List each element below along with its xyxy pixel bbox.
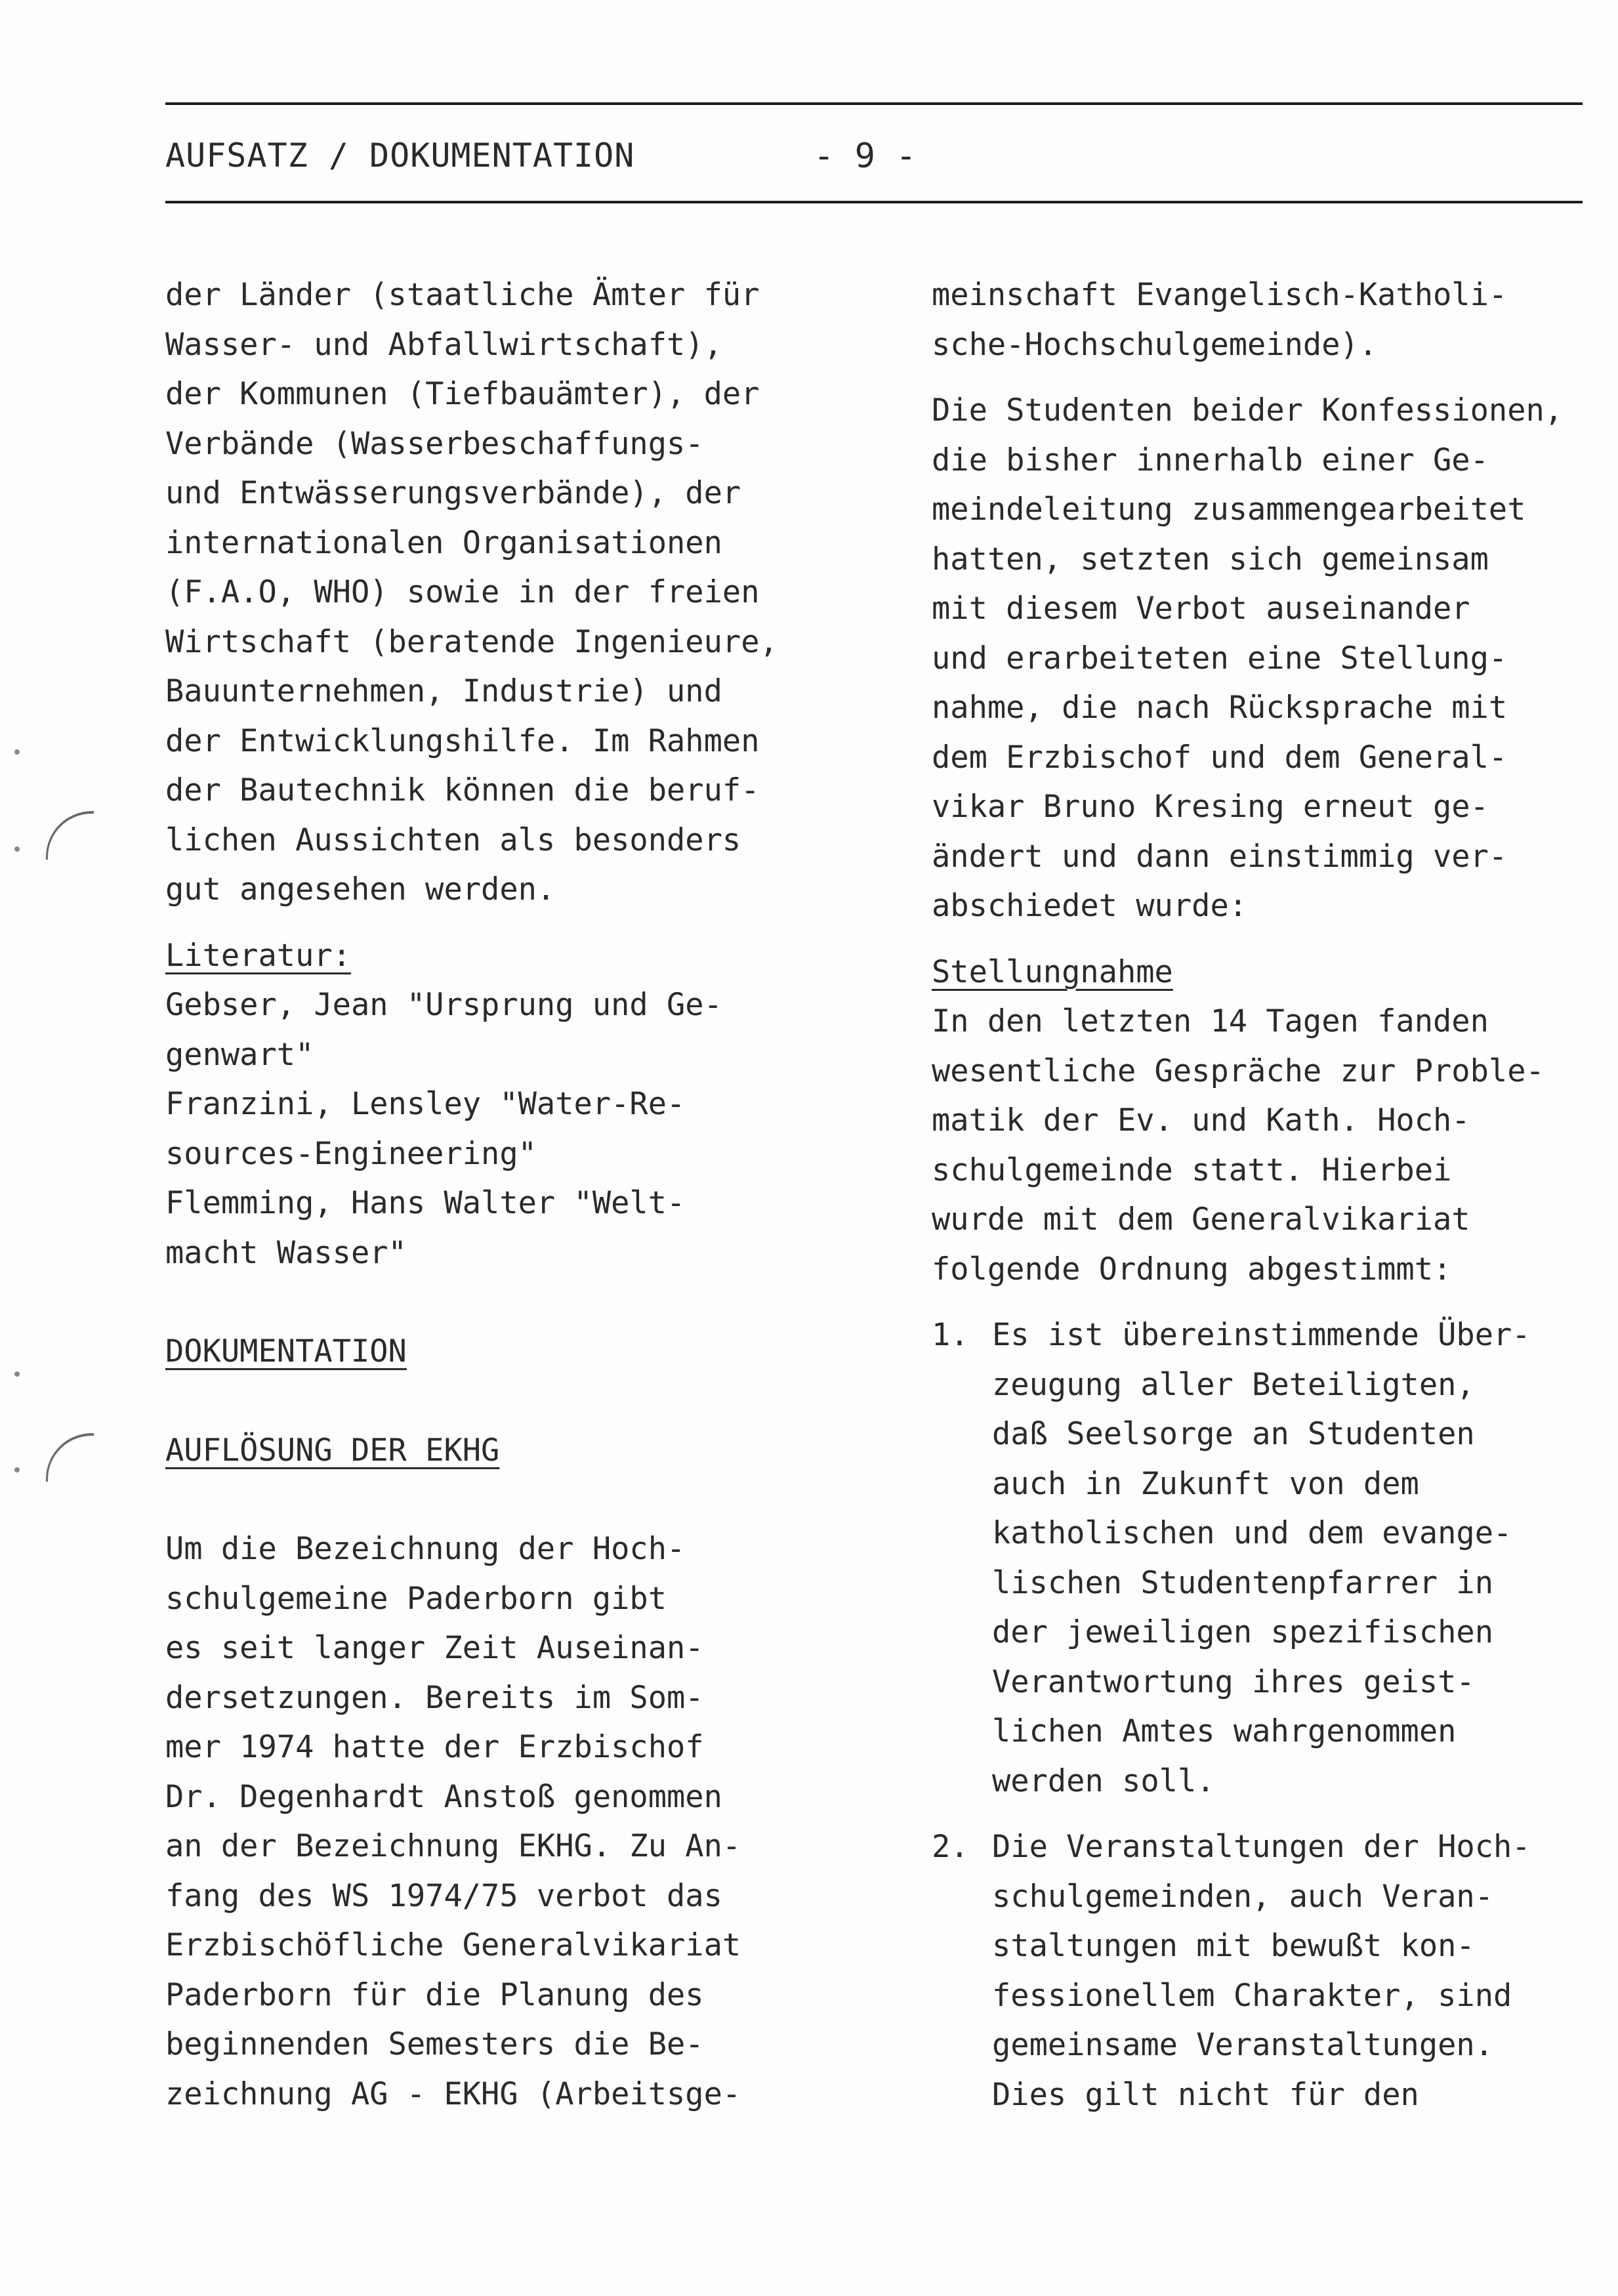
text-line: der Entwicklungshilfe. Im Rahmen	[165, 722, 760, 759]
text-line: werden soll.	[992, 1763, 1215, 1799]
ekhg-paragraph	[165, 1524, 861, 2119]
header-top-rule	[165, 102, 1583, 105]
text-line: wesentliche Gespräche zur Proble-	[932, 1053, 1545, 1089]
text-line: der jeweiligen spezifischen	[992, 1614, 1494, 1650]
text-line: an der Bezeichnung EKHG. Zu An-	[165, 1828, 741, 1864]
text-line: schulgemeinde statt. Hierbei	[932, 1152, 1452, 1188]
literature-entry: genwart"	[165, 1036, 314, 1073]
text-line: internationalen Organisationen	[165, 524, 722, 561]
text-line: lichen Aussichten als besonders	[165, 822, 741, 858]
text-line: zeichnung AG - EKHG (Arbeitsge-	[165, 2076, 741, 2112]
text-line: Erzbischöfliche Generalvikariat	[165, 1927, 741, 1963]
text-line: abschiedet wurde:	[932, 888, 1248, 924]
punch-hole-mark	[46, 811, 94, 860]
intro-paragraph	[165, 270, 861, 915]
text-line: Um die Bezeichnung der Hoch-	[165, 1531, 686, 1567]
statement-heading: Stellungnahme	[932, 953, 1173, 990]
text-line: daß Seelsorge an Studenten	[992, 1416, 1475, 1452]
text-line: fang des WS 1974/75 verbot das	[165, 1877, 722, 1914]
text-line: der Kommunen (Tiefbauämter), der	[165, 376, 760, 412]
text-line: fessionellem Charakter, sind	[992, 1977, 1512, 2014]
text-line: wurde mit dem Generalvikariat	[932, 1201, 1470, 1238]
scan-speck	[14, 749, 20, 755]
page-number: - 9 -	[814, 136, 917, 176]
right-column	[932, 270, 1581, 2119]
text-line: die bisher innerhalb einer Ge-	[932, 442, 1489, 478]
students-paragraph	[932, 386, 1581, 931]
text-line: (F.A.O, WHO) sowie in der freien	[165, 574, 760, 610]
item-number: 1.	[932, 1317, 969, 1353]
literature-entry: Gebser, Jean "Ursprung und Ge-	[165, 987, 722, 1023]
text-line: vikar Bruno Kresing erneut ge-	[932, 789, 1489, 825]
text-line: schulgemeinden, auch Veran-	[992, 1878, 1494, 1915]
text-line: Wasser- und Abfallwirtschaft),	[165, 326, 722, 363]
text-line: folgende Ordnung abgestimmt:	[932, 1251, 1452, 1287]
literature-entry: Flemming, Hans Walter "Welt-	[165, 1185, 686, 1221]
text-line: der Länder (staatliche Ämter für	[165, 277, 760, 313]
text-line: Paderborn für die Planung des	[165, 1976, 704, 2013]
text-line: der Bautechnik können die beruf-	[165, 772, 760, 808]
text-line: mit diesem Verbot auseinander	[932, 591, 1470, 627]
literature-entry: sources-Engineering"	[165, 1135, 537, 1172]
text-line: Die Studenten beider Konfessionen,	[932, 392, 1564, 428]
text-line: und erarbeiteten eine Stellung-	[932, 640, 1508, 677]
text-line: dem Erzbischof und dem General-	[932, 739, 1508, 776]
literature-entry: Franzini, Lensley "Water-Re-	[165, 1086, 686, 1122]
text-line: Verantwortung ihres geist-	[992, 1663, 1475, 1700]
item-number: 2.	[932, 1829, 969, 1865]
ekhg-heading: AUFLÖSUNG DER EKHG	[165, 1432, 500, 1469]
text-line: beginnenden Semesters die Be-	[165, 2026, 704, 2062]
statement-paragraph	[932, 997, 1581, 1294]
text-line: mer 1974 hatte der Erzbischof	[165, 1729, 704, 1765]
text-line: Dies gilt nicht für den	[992, 2076, 1419, 2113]
text-line: gut angesehen werden.	[165, 871, 556, 908]
text-line: dersetzungen. Bereits im Som-	[165, 1679, 704, 1716]
text-line: meindeleitung zusammengearbeitet	[932, 491, 1526, 528]
scan-speck	[14, 1371, 20, 1377]
scan-speck	[14, 846, 20, 852]
text-line: ändert und dann einstimmig ver-	[932, 838, 1508, 875]
numbered-item	[932, 1822, 1581, 2119]
text-line: Dr. Degenhardt Anstoß genommen	[165, 1778, 722, 1815]
text-line: Wirtschaft (beratende Ingenieure,	[165, 623, 778, 660]
left-column	[165, 270, 861, 2119]
text-line: auch in Zukunft von dem	[992, 1465, 1419, 1502]
text-line: gemeinsame Veranstaltungen.	[992, 2027, 1494, 2063]
text-line: nahme, die nach Rücksprache mit	[932, 690, 1508, 726]
text-line: In den letzten 14 Tagen fanden	[932, 1003, 1489, 1039]
text-line: meinschaft Evangelisch-Katholi-	[932, 277, 1508, 313]
punch-hole-mark	[46, 1433, 94, 1482]
text-line: lischen Studentenpfarrer in	[992, 1564, 1494, 1601]
text-line: katholischen und dem evange-	[992, 1515, 1512, 1551]
scan-speck	[14, 1467, 20, 1472]
text-line: es seit langer Zeit Auseinan-	[165, 1630, 704, 1666]
literature-entry: macht Wasser"	[165, 1234, 407, 1271]
text-line: schulgemeine Paderborn gibt	[165, 1580, 667, 1617]
header-bottom-rule	[165, 201, 1583, 203]
text-line: staltungen mit bewußt kon-	[992, 1928, 1475, 1964]
text-line: lichen Amtes wahrgenommen	[992, 1713, 1457, 1749]
text-line: matik der Ev. und Kath. Hoch-	[932, 1102, 1470, 1138]
continuation-paragraph	[932, 270, 1581, 369]
text-line: hatten, setzten sich gemeinsam	[932, 541, 1489, 577]
numbered-item	[932, 1310, 1581, 1806]
text-line: Verbände (Wasserbeschaffungs-	[165, 425, 704, 462]
text-line: zeugung aller Beteiligten,	[992, 1366, 1475, 1403]
text-line: Es ist übereinstimmende Über-	[992, 1317, 1531, 1353]
documentation-heading: DOKUMENTATION	[165, 1333, 407, 1369]
text-line: und Entwässerungsverbände), der	[165, 475, 741, 511]
literature-list	[165, 980, 861, 1278]
literature-heading: Literatur:	[165, 937, 351, 974]
text-line: sche-Hochschulgemeinde).	[932, 326, 1378, 363]
text-line: Bauunternehmen, Industrie) und	[165, 673, 722, 709]
section-title: AUFSATZ / DOKUMENTATION	[165, 136, 635, 175]
text-line: Die Veranstaltungen der Hoch-	[992, 1829, 1531, 1865]
